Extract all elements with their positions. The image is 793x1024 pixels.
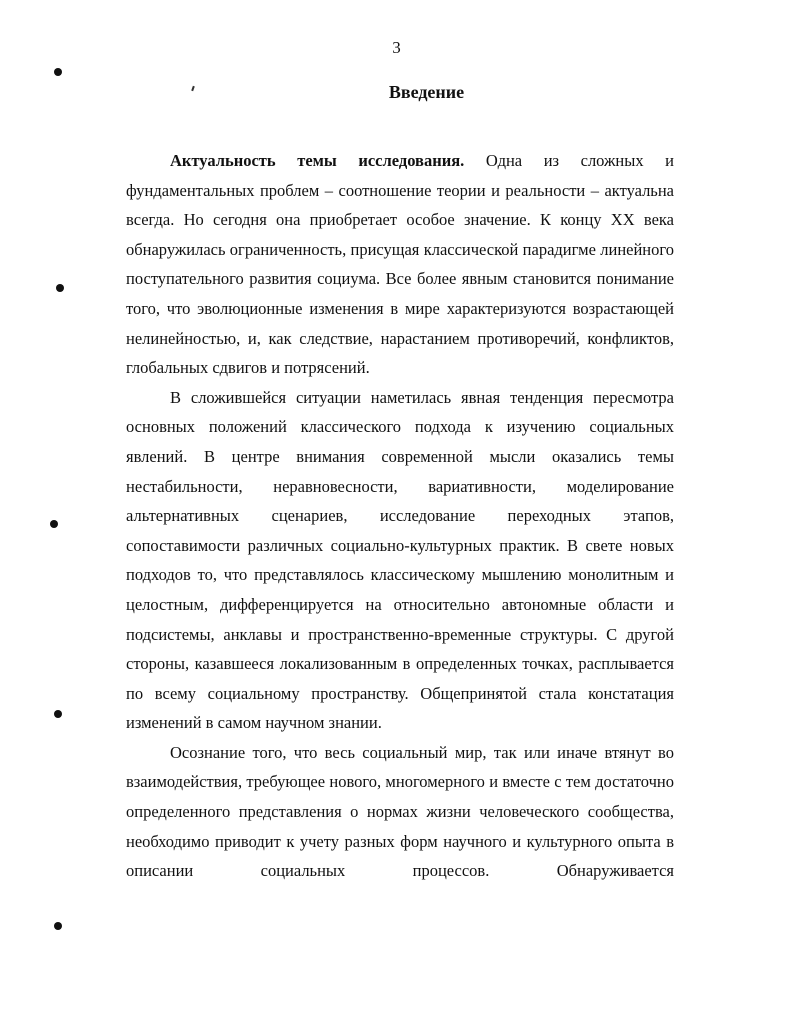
document-body: [126, 146, 674, 886]
paragraph-tendency: В сложившейся ситуации наметилась явная тенденция пересмотра основных положений классического подхода к изучению социальных явлений. В центре внимания современной мысли оказались темы нестабильности, неравновесности, вариативности, моделирование альтернативных сценариев, исследование переходных этапов, сопоставимости различных социально-культурных практик. В свете новых подходов то, что представлялось классическому мышлению монолитным и целостным, дифференцируется на относительно автономные области и подсистемы, анклавы и пространственно-временные структуры. С другой стороны, казавшееся локализованным в определенных точках, расплывается по всему социальному пространству. Общепринятой стала констатация изменений в самом научном знании.: [126, 387, 674, 733]
binder-hole-mark: [56, 284, 64, 292]
relevance-text: Одна из сложных и фундаментальных проблем – соотношение теории и реальности – актуальна всегда. Но сегодня она приобретает особое значение. К концу XX века обнаружилась ограниченность, присущая классической парадигме линейного поступательного развития социума. Все более явным становится понимание того, что эволюционные изменения в мире характеризуются возрастающей нелинейностью, и, как следствие, нарастанием противоречий, конфликтов, глобальных сдвигов и потрясений.: [126, 151, 675, 378]
paragraph-awareness: Осознание того, что весь социальный мир, так или иначе втянут во взаимодействия, требующее нового, многомерного и вместе с тем достаточно определенного представления о нормах жизни человеческого сообщества, необходимо приводит к учету разных форм научного и культурного опыта в описании социальных процессов. Обнаруживается: [126, 742, 674, 881]
page-number: 3: [392, 38, 401, 57]
binder-hole-mark: [54, 710, 62, 718]
paragraph-relevance: [126, 146, 674, 383]
relevance-lead: Актуальность темы исследования.: [170, 151, 465, 170]
binder-hole-mark: [50, 520, 58, 528]
section-heading: Введение: [388, 82, 465, 102]
binder-hole-mark: [54, 68, 62, 76]
binder-hole-mark: [54, 922, 62, 930]
